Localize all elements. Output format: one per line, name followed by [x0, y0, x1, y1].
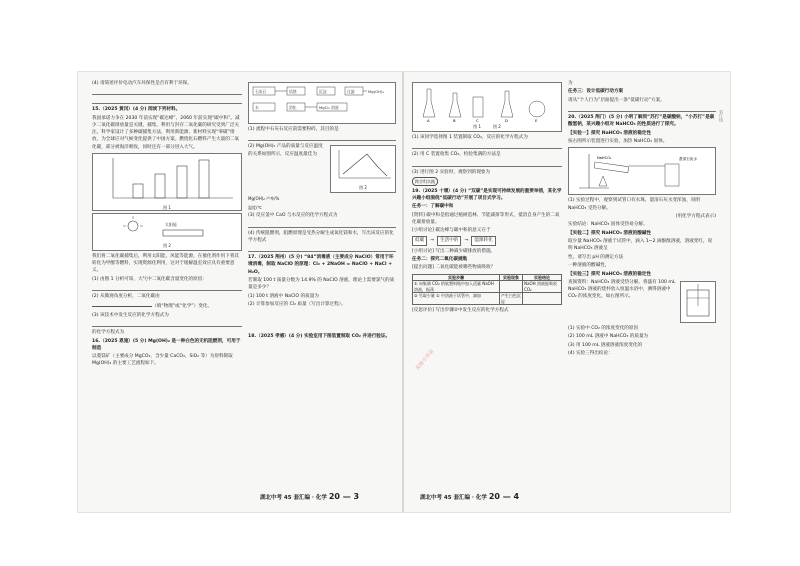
table-header: 实验步骤 — [413, 274, 500, 281]
experiment-1-body: 按右图所示装置进行实验，加热 NaHCO₃ 固体。 — [568, 139, 668, 145]
graph-axis-label: 温度/℃ — [248, 204, 262, 210]
flow-label: MgCl₂ 溶液 — [319, 105, 339, 110]
figure-2-caption: 图 2 — [163, 242, 171, 248]
table-cell: ① 向集满 CO₂ 的软塑料瓶中加入适量 NaOH 溶液，振荡 — [413, 281, 500, 293]
answer-line[interactable] — [412, 160, 562, 167]
experiment-3-title: 【实验三】探究 NaHCO₃ 溶液的稳定性 — [568, 271, 651, 277]
answer-line[interactable] — [568, 105, 716, 112]
table-cell: ② 另取少量 ① 中溶液于试管中，滴加 — [413, 293, 500, 305]
tag-interdisciplinary: 跨学科实践 — [412, 177, 438, 186]
task-3-body: 请从“个人行为”层面提出一条“低碳行动”方案。 — [568, 97, 665, 103]
question-15-sub-4: 的化学方程式为 — [92, 330, 125, 336]
column-2 — [248, 80, 396, 476]
graph-caption: 图 2 — [359, 185, 367, 191]
left-footer — [260, 492, 359, 501]
work-space[interactable] — [248, 309, 396, 333]
task-2-body: [提出问题] 二氧化碳能被哪些物质吸收？ — [412, 265, 496, 271]
experiment-3-body: 查阅资料：NaHCO₃ 溶液受热分解。将盛有 100 mL NaHCO₃ 溶液的烧杯放入恒温水浴中，测得溶液中 CO₂ 的浓度变化，如右图所示。 — [568, 279, 677, 300]
figure-1-bars — [92, 153, 242, 211]
figure-2-label: 太阳能 — [165, 221, 177, 227]
experiment-3-sub-2: (2) 100 mL 溶液中 NaHCO₃ 的质量为 — [568, 334, 649, 340]
footer-title: 湖北中考 45 套汇编 · 化学 — [420, 495, 487, 501]
answer-line[interactable] — [92, 320, 242, 327]
experiment-2-sub-2: 一种溶液的酸碱性， — [568, 263, 610, 269]
question-16-sub-1: (1) 流程中石灰石反应前需要粉碎，其目的是 — [248, 127, 339, 132]
table-row — [413, 281, 562, 293]
question-15-head: 15.（2025 黄冈）(4 分) 阅读下列材料。 — [92, 107, 181, 113]
question-19-head: 19.（2025 十堰）(4 分) “双碳”是实现可持续发展的重要举措，某化学兴趣小组围绕“低碳行动”开展了项目式学习。 — [412, 188, 562, 201]
task-1-question: [小组讨论] 碳达峰与碳中和的意义在于 — [412, 228, 491, 234]
fig-label: C — [476, 118, 479, 123]
answer-line[interactable] — [412, 142, 562, 149]
table-cell: NaOH 溶液能吸收 CO₂ — [523, 281, 562, 293]
experiment-1-sub-3: 实验结论：NaHCO₃ 固体受热易分解。 — [568, 222, 648, 228]
question-15-sub-3: (3) 该技术中发生反应的化学方程式为 — [92, 312, 169, 318]
question-16-head: 16.（2025 恩施）(5 分) Mg(OH)₂ 是一种白色的无机阻燃剂，可用于制造 — [92, 338, 241, 351]
figure-caption: 图 1 — [473, 124, 481, 129]
flow-label: 水 — [255, 105, 259, 110]
question-text: (4) 请简述评价电动汽车环保性是否有利于环保。 — [92, 81, 192, 86]
question-16-sub-2: (2) Mg(OH)₂ 产品的质量与反应温度的关系如图所示，反应温度最佳为 — [248, 144, 323, 157]
table-header: 实验现象 — [499, 274, 522, 281]
graph-axis-label: Mg(OH)₂ 产率/% — [248, 196, 280, 202]
beaker-drawing — [681, 282, 715, 320]
right-footer — [420, 492, 519, 501]
experiment-2-sub-1: 性，请写出 pH 的测定方法 — [568, 254, 624, 260]
question-15-sub-1: (1) 由图 1 分析可知，大气中二氧化碳含量变化的原因： — [92, 276, 207, 282]
apparatus-label: NaHCO₃ — [597, 156, 612, 161]
answer-line[interactable] — [248, 221, 396, 228]
apparatus-drawing — [413, 83, 561, 123]
column-1 — [92, 80, 242, 476]
answer-line[interactable] — [92, 88, 242, 95]
fig-label: E — [535, 118, 538, 123]
column-3 — [412, 80, 562, 476]
question-17-head: 17.（2025 荆州）(5 分) “84”消毒液（主要成分 NaClO）常用于环境消毒，制取 NaClO 的原理：Cl₂ + 2NaOH = NaClO + NaCl + H₂O。 — [248, 255, 394, 275]
table-cell: 产生白色沉淀 — [500, 293, 521, 304]
task-3-title: 任务三：设计低碳行动方案 — [568, 89, 624, 95]
answer-line[interactable] — [92, 284, 242, 291]
fig-label: A — [427, 118, 430, 123]
task-1-question-2: [小组讨论] 写出二种减少碳排放的措施。 — [412, 248, 496, 254]
flow-label: 消化 — [289, 105, 297, 110]
table-row — [413, 293, 562, 305]
question-15-body-2: 我们将二氧化碳捕集后，利用太阳能、风能等能源，在催化剂作用下将其转化为甲醇等燃料，实现资源化利用，这对于缓解温室效应具有重要意义。 — [92, 253, 240, 274]
table-header: 实验结论 — [523, 274, 562, 281]
answer-line[interactable] — [248, 134, 396, 141]
question-18-head: 18.（2025 孝感）(4 分) 实验室用下图装置制取 CO₂ 并进行验证。 — [248, 334, 391, 340]
fig-label: B — [453, 118, 456, 123]
table-cell[interactable] — [523, 293, 562, 305]
binding-label: 装订线 — [719, 110, 724, 122]
task-2-note: [反思评价] 写出步骤②中发生反应的化学方程式 — [412, 308, 509, 314]
question-17-body: 若制取 100 t 质量分数为 14.9% 的 NaClO 溶液，理论上需要氯气的质量是多少？ — [248, 277, 395, 291]
experiment-1-sub-2: (用化学方程式表示) — [675, 213, 716, 219]
apparatus-label: 澄清石灰水 — [679, 157, 697, 162]
page-spine — [402, 72, 404, 512]
beaker-figure — [680, 281, 716, 323]
continuation-text: 为 — [568, 81, 573, 86]
answer-blank[interactable] — [92, 301, 152, 307]
question-16-body: 以菱镁矿（主要成分 MgCO₃，含少量 CaCO₃、SiO₂ 等）为原料制取 Mg(OH)₂ 的主要工艺流程如下。 — [92, 354, 235, 367]
heating-apparatus — [568, 147, 716, 195]
bar-figure — [93, 154, 241, 204]
question-15-sub-2b: （填“物理”或“化学”）变化。 — [152, 304, 213, 310]
table-cell[interactable] — [499, 281, 522, 293]
yield-graph — [330, 145, 396, 193]
experiment-3-end: (4) 实验三得出结论： — [568, 351, 613, 357]
solar-figure — [93, 214, 241, 242]
flow-label: 焙烧 — [289, 89, 297, 94]
process-flow — [249, 83, 395, 121]
question-17-sub-1: (1) 100 t 溶液中 NaClO 的质量为 — [248, 293, 319, 299]
experiment-1-sub-1: (1) 实验过程中，观察到试管口有水珠，澄清石灰水变浑浊，说明 NaHCO₃ 受热分解。 — [568, 198, 702, 211]
experiment-3-sub-1: (1) 实验中 CO₂ 的浓度变化的原因 — [568, 325, 639, 331]
task-1-body: [资料] 碳中和是指通过植树造林、节能减排等形式，抵消自身产生的二氧化碳排放量。 — [412, 212, 560, 225]
flow-label: 沉淀 — [319, 89, 327, 94]
question-18-sub-2: (2) 用 C 装置收集 CO₂，检验集满的方法是 — [412, 152, 501, 158]
question-15-body: 我国承诺力争在 2030 年前实现“碳达峰”，2060 年前实现“碳中和”。减少二氧化碳排放量是关键，捕集、利用与封存二氧化碳的研究受到广泛关注。科学家设计了多种碳捕集方法，利用新能源、新材料实现“零碳”排放，为全球应对气候变化提供了中国方案。燃烧化石燃料产生大量的二氧化碳，部分被海洋吸收，同时还有一部分进入大气。 — [92, 115, 240, 150]
right-page — [412, 80, 724, 501]
experiment-table — [412, 274, 562, 306]
experiment-1-title: 【实验一】探究 NaHCO₃ 溶液的稳定性 — [568, 130, 651, 136]
fig-label: D — [505, 118, 508, 123]
experiment-3-sub-3: (3) 用 100 mL 溶液溶液浓度变化的 — [568, 342, 643, 348]
left-page — [92, 80, 396, 501]
flow-label: 过滤 — [347, 89, 355, 94]
task-2-title: 任务二：探究二氧化碳捕集 — [412, 256, 468, 262]
concept-flow: 低碳 → 生活中的 → 能源转化 — [412, 236, 562, 245]
yield-curve — [331, 146, 395, 184]
task-1-title: 任务一：了解碳中和 — [412, 204, 454, 210]
question-16-sub-4: (4) 传统阻燃剂，阻燃原理是受热分解生成氧化镁和水，写出该反应的化学方程式 — [248, 230, 394, 243]
flow-diagram — [248, 82, 396, 124]
flow-box: 能源转化 — [471, 236, 495, 245]
figure-caption: 图 2 — [493, 124, 501, 129]
question-17-sub-2: (2) 计算参加反应的 Cl₂ 质量（写出计算过程）。 — [248, 301, 346, 307]
experiment-2-title: 【实验二】探究 NaHCO₃ 溶液的酸碱性 — [568, 230, 651, 236]
question-16-sub-3: (3) 反应釜中 CaO 与水反应的化学方程式为 — [248, 213, 338, 219]
flow-box: 低碳 — [412, 236, 427, 245]
figure-2-solar — [92, 213, 242, 251]
question-18-sub-1: (1) 该同学选择图 1 装置制取 CO₂，反应的化学方程式为 — [412, 135, 528, 140]
flow-label: Mg(OH)₂ — [368, 89, 385, 94]
footer-title: 湖北中考 45 套汇编 · 化学 — [260, 495, 327, 501]
question-20-head: 20.（2025 荆门）(5 分) 小明了解到“苏打”是碳酸钠，“小苏打”是碳酸氢钠，某兴趣小组对 NaHCO₃ 的性质进行了探究。 — [568, 115, 715, 128]
answer-line[interactable] — [92, 97, 242, 104]
watermark: 实验小学站 — [414, 348, 436, 372]
flow-label: 石灰石 — [255, 89, 267, 94]
question-18-sub-3: (3) 进行图 2 实验时，观察到的现象为 — [412, 169, 491, 175]
apparatus-figure — [412, 82, 562, 132]
column-4 — [568, 80, 716, 476]
experiment-2-body: 取少量 NaHCO₃ 溶液于试管中，滴入 1~2 滴酚酞溶液，溶液变红，说明 NaHCO₃ 溶液呈 — [568, 239, 713, 252]
page-number: 20 — 4 — [488, 492, 520, 501]
page-number: 20 — 3 — [328, 492, 360, 501]
figure-1-caption: 图 1 — [163, 204, 171, 210]
exam-sheet — [78, 72, 730, 512]
heating-drawing — [569, 148, 715, 192]
flow-box: 生活中的 — [437, 236, 461, 245]
answer-line[interactable] — [248, 245, 396, 252]
question-15-sub-2: (2) 从微观角度分析，二氧化碳由 — [92, 293, 160, 299]
